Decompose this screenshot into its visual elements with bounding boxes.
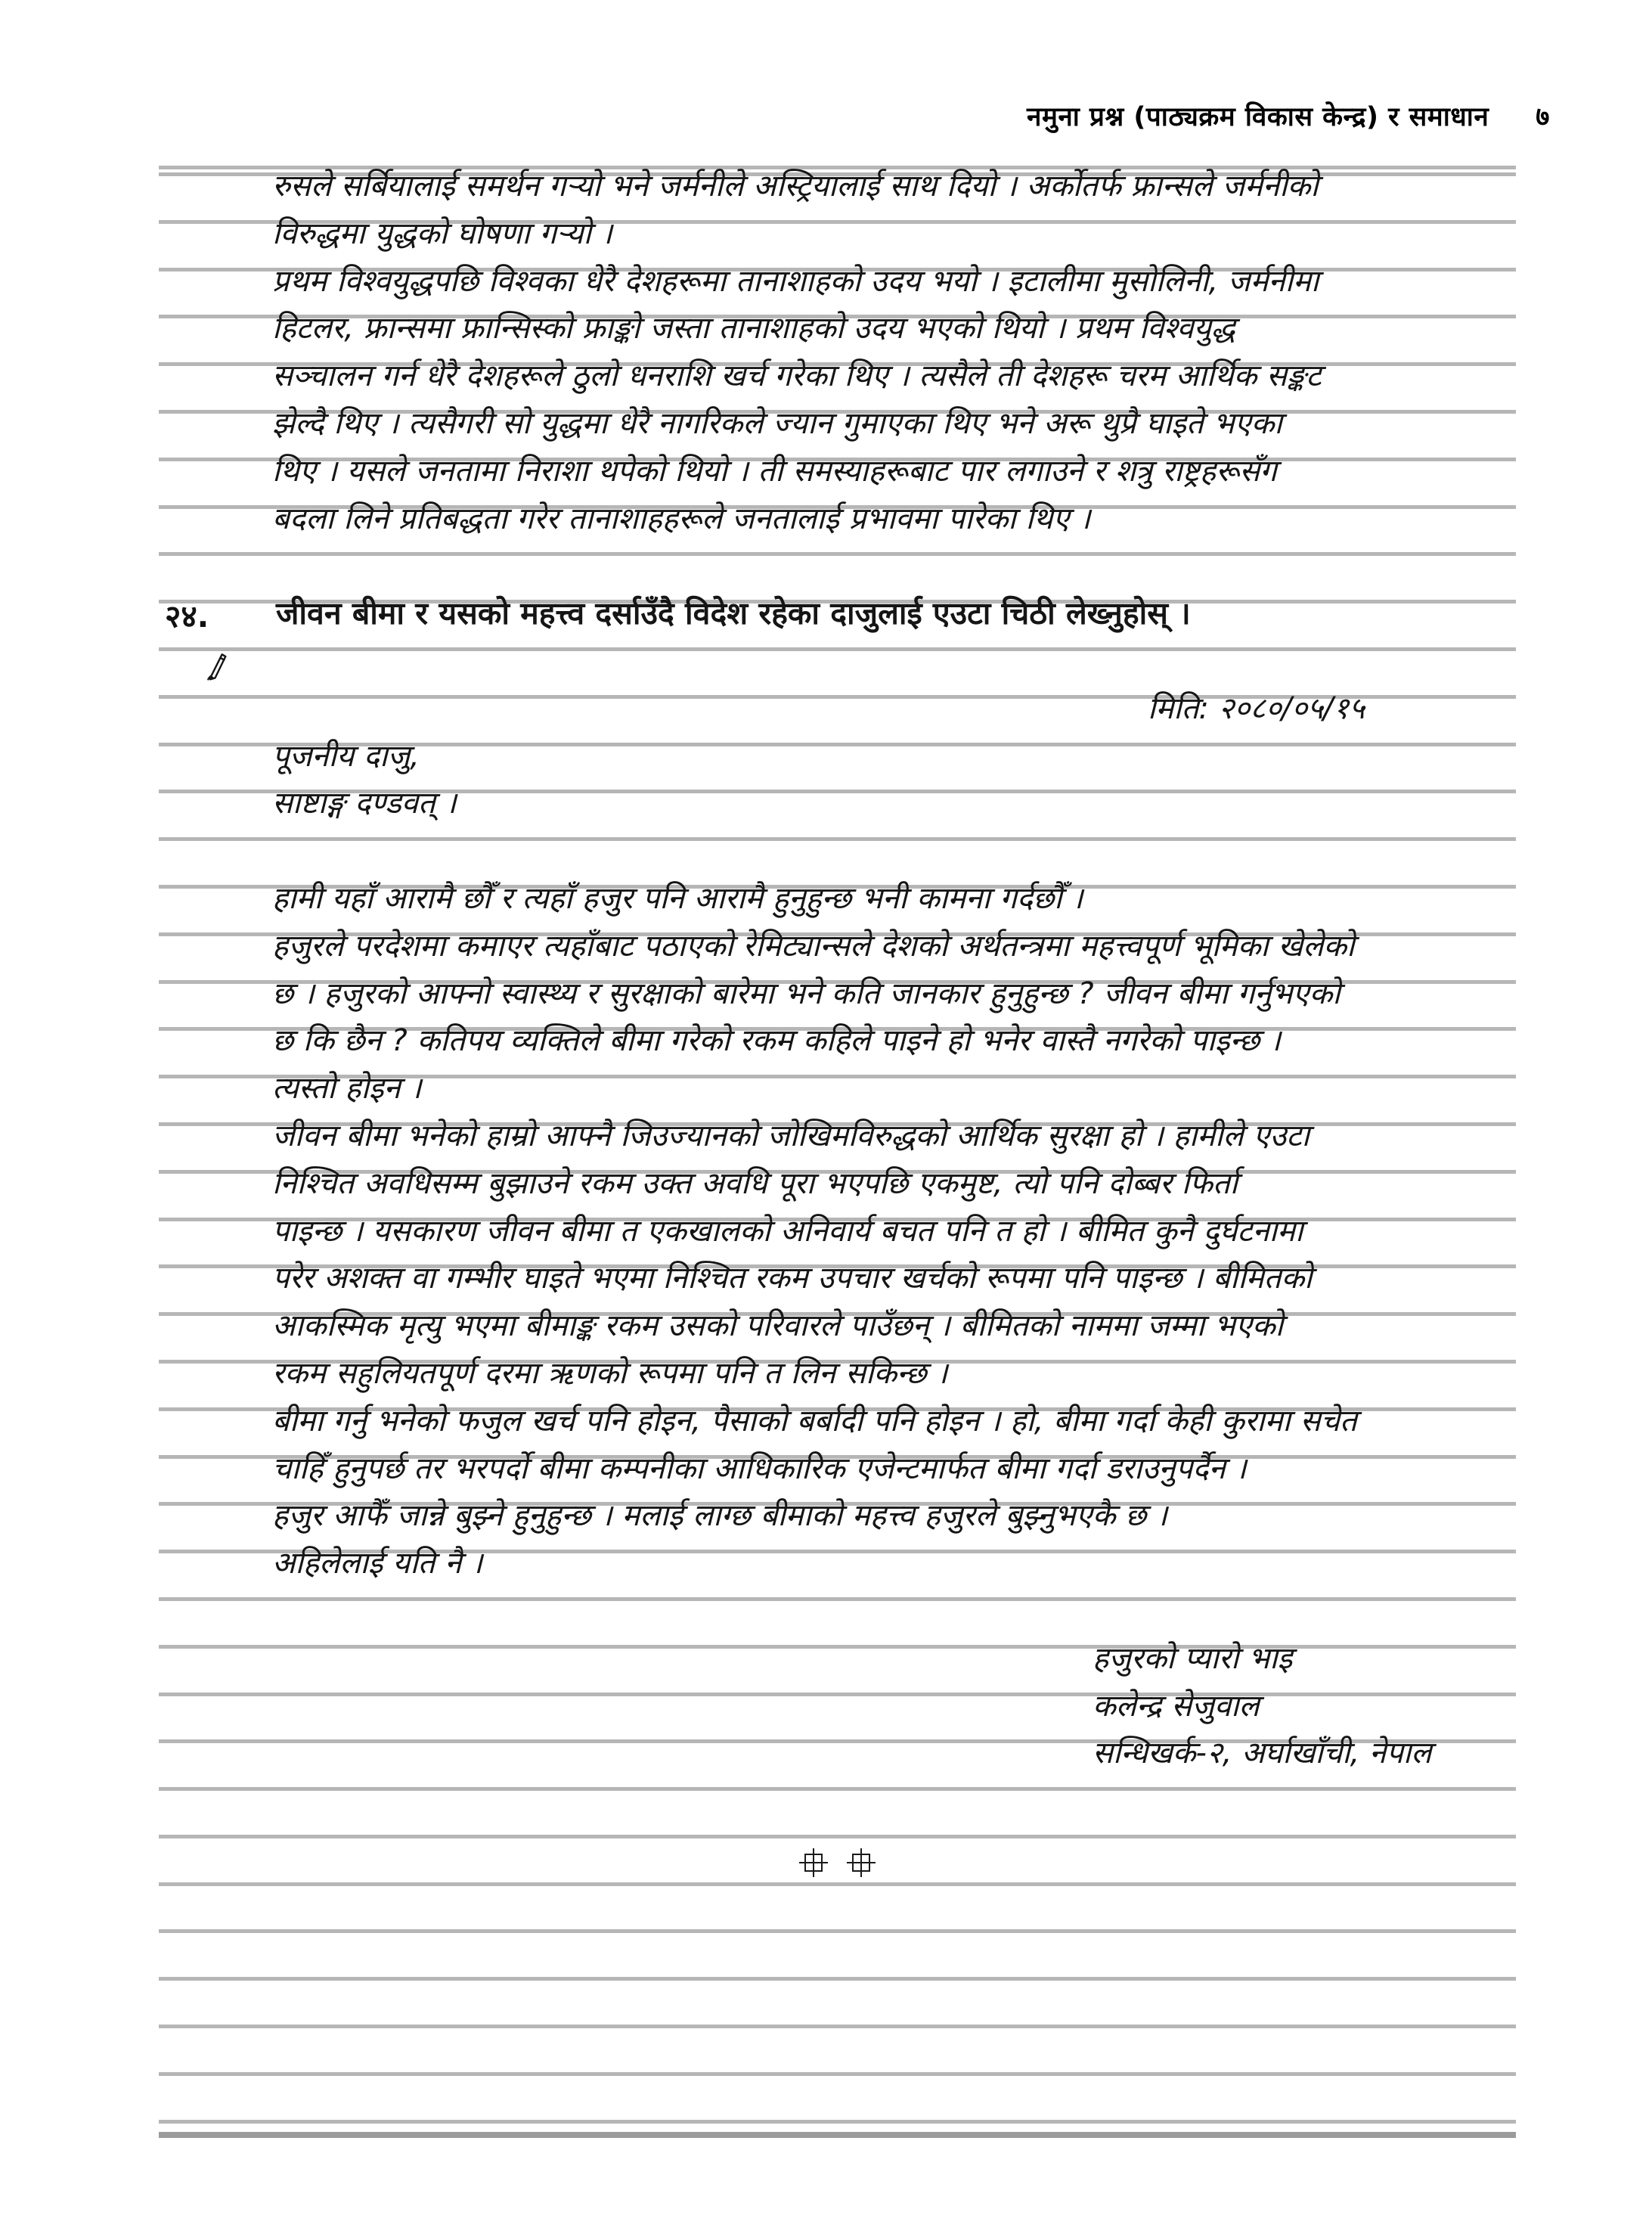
answer-line <box>159 216 1516 268</box>
answer-line-text: झेल्दै थिए । त्यसैगरी सो युद्धमा धेरै नागरिकले ज्यान गुमाएका थिए भने अरू थुप्रै घाइते भएका <box>272 405 1282 441</box>
letter-signature-row <box>159 1736 1516 1787</box>
letter-body-line <box>159 1261 1516 1312</box>
letter-signature-row <box>159 1640 1516 1693</box>
blank-ruled-line <box>159 552 1516 600</box>
section-end-row <box>159 1835 1516 1882</box>
answer-line-text: थिए । यसले जनतामा निराशा थपेको थियो । ती समस्याहरूबाट पार लगाउने र शत्रु राष्ट्रहरूसँग <box>272 453 1277 489</box>
letter-body-line <box>159 1213 1516 1265</box>
blank-ruled-line <box>159 1787 1516 1835</box>
letter-body-text: छ कि छैन ? कतिपय व्यक्तिले बीमा गरेको रकम कहिले पाइने हो भनेर वास्तै नगरेको पाइन्छ । <box>272 1023 1281 1059</box>
letter-body-text: चाहिँ हुनुपर्छ तर भरपर्दो बीमा कम्पनीका आधिकारिक एजेन्टमार्फत बीमा गर्दा डराउनुपर्दैन । <box>272 1451 1247 1486</box>
answer-line <box>159 405 1516 458</box>
answer-line <box>159 358 1516 410</box>
signature-relation: हजुरको प्यारो भाइ <box>1093 1640 1293 1676</box>
answer-line-text: सञ्चालन गर्न धेरै देशहरूले ठुलो धनराशि खर्च गरेका थिए । त्यसैले ती देशहरू चरम आर्थिक सङ्कट <box>272 358 1322 394</box>
answer-line-text: रुसले सर्बियालाई समर्थन गऱ्यो भने जर्मनीले अस्ट्रियालाई साथ दियो । अर्कोतर्फ फ्रान्सले जर्मनीको <box>272 169 1319 203</box>
question-number: २४. <box>165 598 209 635</box>
signature-address: सन्धिखर्क-२, अर्घाखाँची, नेपाल <box>1093 1736 1432 1771</box>
answer-line-text: प्रथम विश्वयुद्धपछि विश्वका धेरै देशहरूमा तानाशाहको उदय भयो । इटालीमा मुसोलिनी, जर्मनीमा <box>272 263 1319 299</box>
blank-ruled-line <box>159 1882 1516 1930</box>
signature-name: कलेन्द्र सेजुवाल <box>1093 1688 1260 1724</box>
answer-line <box>159 311 1516 362</box>
letter-date-row <box>159 690 1516 743</box>
letter-salutation-row <box>159 738 1516 790</box>
letter-body-line <box>159 1498 1516 1550</box>
letter-body-text: हजुरले परदेशमा कमाएर त्यहाँबाट पठाएको रेमिट्यान्सले देशको अर्थतन्त्रमा महत्त्वपूर्ण भूमिका खेलेको <box>272 928 1355 963</box>
letter-body-line <box>159 1403 1516 1455</box>
letter-date: मिति: २०८०/०५/१५ <box>1148 690 1365 726</box>
letter-body-text: हजुर आफैँ जान्ने बुझ्ने हुनुहुन्छ । मलाई लाग्छ बीमाको महत्त्व हजुरले बुझ्नुभएकै छ । <box>272 1498 1168 1534</box>
letter-body-text: रकम सहुलियतपूर्ण दरमा ऋणको रूपमा पनि त लिन सकिन्छ । <box>272 1355 948 1391</box>
ruled-answer-sheet <box>159 166 1516 2138</box>
bottom-double-rule <box>159 2120 1516 2138</box>
answer-line <box>159 501 1516 553</box>
letter-body-line <box>159 1071 1516 1122</box>
letter-body-text: पाइन्छ । यसकारण जीवन बीमा त एकखालको अनिवार्य बचत पनि त हो । बीमित कुनै दुर्घटनामा <box>272 1213 1303 1249</box>
question-text: जीवन बीमा र यसको महत्त्व दर्साउँदै विदेश रहेका दाजुलाई एउटा चिठी लेख्नुहोस् । <box>276 595 1191 632</box>
letter-body-text: जीवन बीमा भनेको हाम्रो आफ्नै जिउज्यानको जोखिमविरुद्धको आर्थिक सुरक्षा हो । हामीले एउटा <box>272 1118 1310 1153</box>
letter-signature-row <box>159 1688 1516 1740</box>
letter-body-text: परेर अशक्त वा गम्भीर घाइते भएमा निश्चित रकम उपचार खर्चको रूपमा पनि पाइन्छ । बीमितको <box>272 1261 1313 1296</box>
letter-body-text: हामी यहाँ आरामै छौँ र त्यहाँ हजुर पनि आरामै हुनुहुन्छ भनी कामना गर्दछौँ । <box>272 880 1083 916</box>
answer-line <box>159 453 1516 505</box>
blank-ruled-line <box>159 1977 1516 2025</box>
blank-ruled-line <box>159 837 1516 885</box>
answer-line-text: बदला लिने प्रतिबद्धता गरेर तानाशाहहरूले जनतालाई प्रभावमा पारेका थिए । <box>272 501 1091 536</box>
letter-body-text: निश्चित अवधिसम्म बुझाउने रकम उक्त अवधि पूरा भएपछि एकमुष्ट, त्यो पनि दोब्बर फिर्ता <box>272 1165 1238 1201</box>
writing-hand-icon <box>203 648 236 686</box>
section-end-icon <box>798 1848 829 1878</box>
letter-body-text: अहिलेलाई यति नै । <box>272 1546 483 1581</box>
letter-body-line <box>159 1355 1516 1407</box>
letter-body-text: त्यस्तो होइन । <box>272 1071 422 1106</box>
blank-ruled-line <box>159 1597 1516 1645</box>
letter-body-line <box>159 1546 1516 1597</box>
section-end-marks <box>159 1848 1516 1878</box>
page-number: ७ <box>1536 102 1550 132</box>
blank-ruled-line <box>159 1929 1516 1977</box>
letter-body-line <box>159 880 1516 932</box>
answer-line-text: हिटलर, फ्रान्समा फ्रान्सिस्को फ्राङ्को जस्ता तानाशाहको उदय भएको थियो । प्रथम विश्वयुद्ध <box>272 311 1235 346</box>
letter-body-text: बीमा गर्नु भनेको फजुल खर्च पनि होइन, पैसाको बर्बादी पनि होइन । हो, बीमा गर्दा केही कुरामा सचेत <box>272 1403 1357 1438</box>
letter-body-text: छ । हजुरको आफ्नो स्वास्थ्य र सुरक्षाको बारेमा भने कति जानकार हुनुहुन्छ ? जीवन बीमा गर्नुभएको <box>272 976 1341 1011</box>
answer-line <box>159 263 1516 315</box>
letter-body-line <box>159 976 1516 1028</box>
letter-body-line <box>159 1165 1516 1218</box>
page-header <box>1027 98 1550 134</box>
question-row <box>159 595 1516 647</box>
blank-ruled-line <box>159 2025 1516 2072</box>
letter-salutation: पूजनीय दाजु, <box>272 738 420 774</box>
section-end-icon <box>846 1848 876 1878</box>
blank-ruled-line <box>159 2072 1516 2120</box>
letter-greeting-row <box>159 786 1516 837</box>
letter-body-line <box>159 1023 1516 1075</box>
answer-marker-row <box>159 647 1516 695</box>
letter-body-line <box>159 1451 1516 1503</box>
answer-line-text: विरुद्धमा युद्धको घोषणा गऱ्यो । <box>272 216 612 251</box>
letter-body-line <box>159 928 1516 980</box>
page-title: नमुना प्रश्न (पाठ्यक्रम विकास केन्द्र) र समाधान <box>1027 102 1489 132</box>
letter-body-line <box>159 1308 1516 1360</box>
letter-body-line <box>159 1118 1516 1170</box>
letter-body-text: आकस्मिक मृत्यु भएमा बीमाङ्क रकम उसको परिवारले पाउँछन् । बीमितको नाममा जम्मा भएको <box>272 1308 1284 1344</box>
answer-line <box>159 169 1516 220</box>
letter-greeting: साष्टाङ्ग दण्डवत् । <box>272 786 457 821</box>
